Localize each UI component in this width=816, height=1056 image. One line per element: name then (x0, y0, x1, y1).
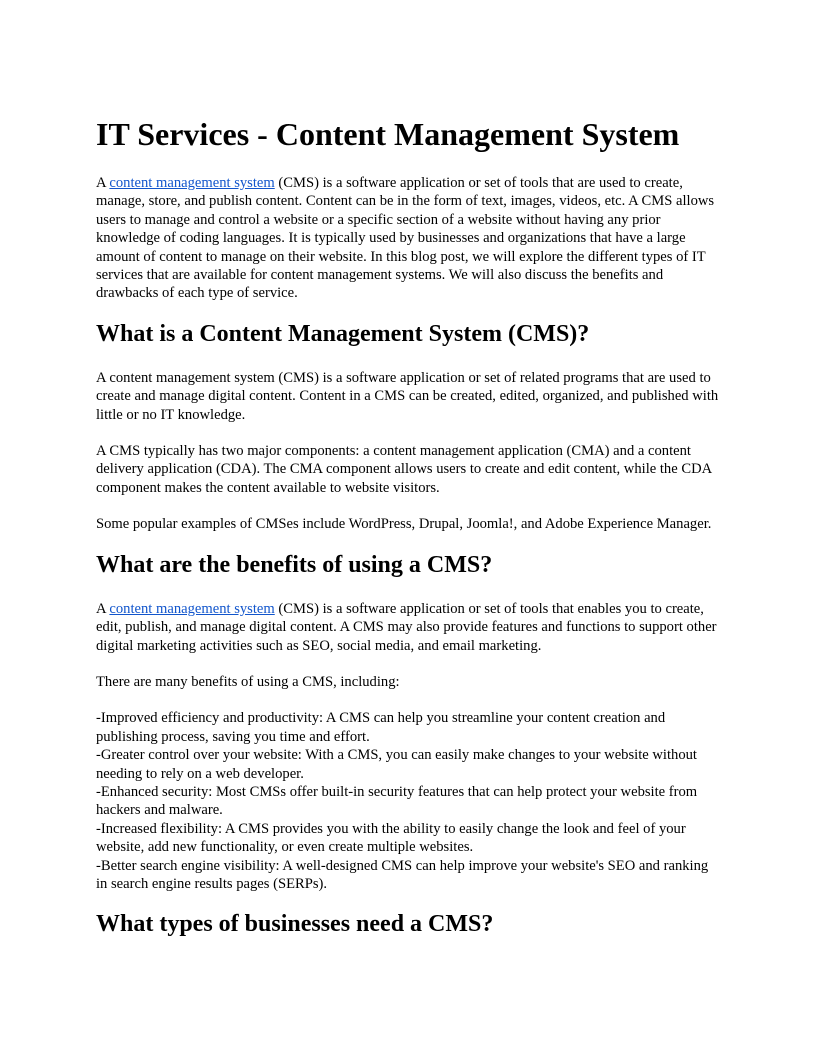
intro-post: (CMS) is a software application or set of tools that are used to create, manage, store, and publish content. Content can be in the form of text, images, videos, etc. A CMS allows users to manage and control a website or a specific section of a website without having any prior knowledge of coding languages. It is typically used by businesses and organizations that have a large amount of content to manage on their website. In this blog post, we will explore the different types of IT services that are available for content management systems. We will also discuss the benefits and drawbacks of each type of service. (96, 175, 715, 302)
section2-post: (CMS) is a software application or set of tools that enables you to create, edit, publish, and manage digital content. A CMS may also provide features and functions to support other digital marketing activities such as SEO, social media, and email marketing. (96, 600, 717, 654)
list-item: -Improved efficiency and productivity: A CMS can help you streamline your content creation and publishing process, saving you time and effort. (96, 710, 666, 745)
section-heading-businesses: What types of businesses need a CMS? (96, 911, 494, 938)
benefits-list (96, 709, 722, 893)
list-item: -Increased flexibility: A CMS provides you with the ability to easily change the look and feel of your website, add new functionality, or even create multiple websites. (96, 820, 686, 856)
page-title: IT Services - Content Management System (96, 116, 680, 152)
section2-pre: A (96, 600, 110, 617)
list-item: -Enhanced security: Most CMSs offer built-in security features that can help protect your website from hackers and malware. (96, 783, 698, 819)
document-page (96, 112, 722, 959)
intro-paragraph (96, 174, 722, 303)
section1-paragraph-3: Some popular examples of CMSes include WordPress, Drupal, Joomla!, and Adobe Experience Manager. (96, 516, 712, 533)
section1-paragraph-1: A content management system (CMS) is a software application or set of related programs that are used to create and manage digital content. Content in a CMS can be created, edited, organized, and published with little or no IT knowledge. (96, 369, 719, 423)
intro-pre: A (96, 175, 110, 191)
list-item: -Better search engine visibility: A well-designed CMS can help improve your website's SEO and ranking in search engine results pages (SERPs). (96, 857, 709, 892)
cms-link-2[interactable]: content management system (109, 600, 275, 617)
section2-paragraph-1 (96, 600, 722, 655)
section-heading-what-is-cms: What is a Content Management System (CMS)? (96, 320, 590, 347)
cms-link[interactable]: content management system (109, 175, 275, 191)
section-heading-benefits: What are the benefits of using a CMS? (96, 551, 493, 578)
list-item: -Greater control over your website: With a CMS, you can easily make changes to your website without needing to rely on a web developer. (96, 747, 697, 782)
section2-paragraph-2: There are many benefits of using a CMS, including: (96, 673, 400, 690)
section1-paragraph-2: A CMS typically has two major components: a content management application (CMA) and a content delivery application (CDA). The CMA component allows users to create and edit content, while the CDA component makes the content available to website visitors. (96, 443, 712, 496)
